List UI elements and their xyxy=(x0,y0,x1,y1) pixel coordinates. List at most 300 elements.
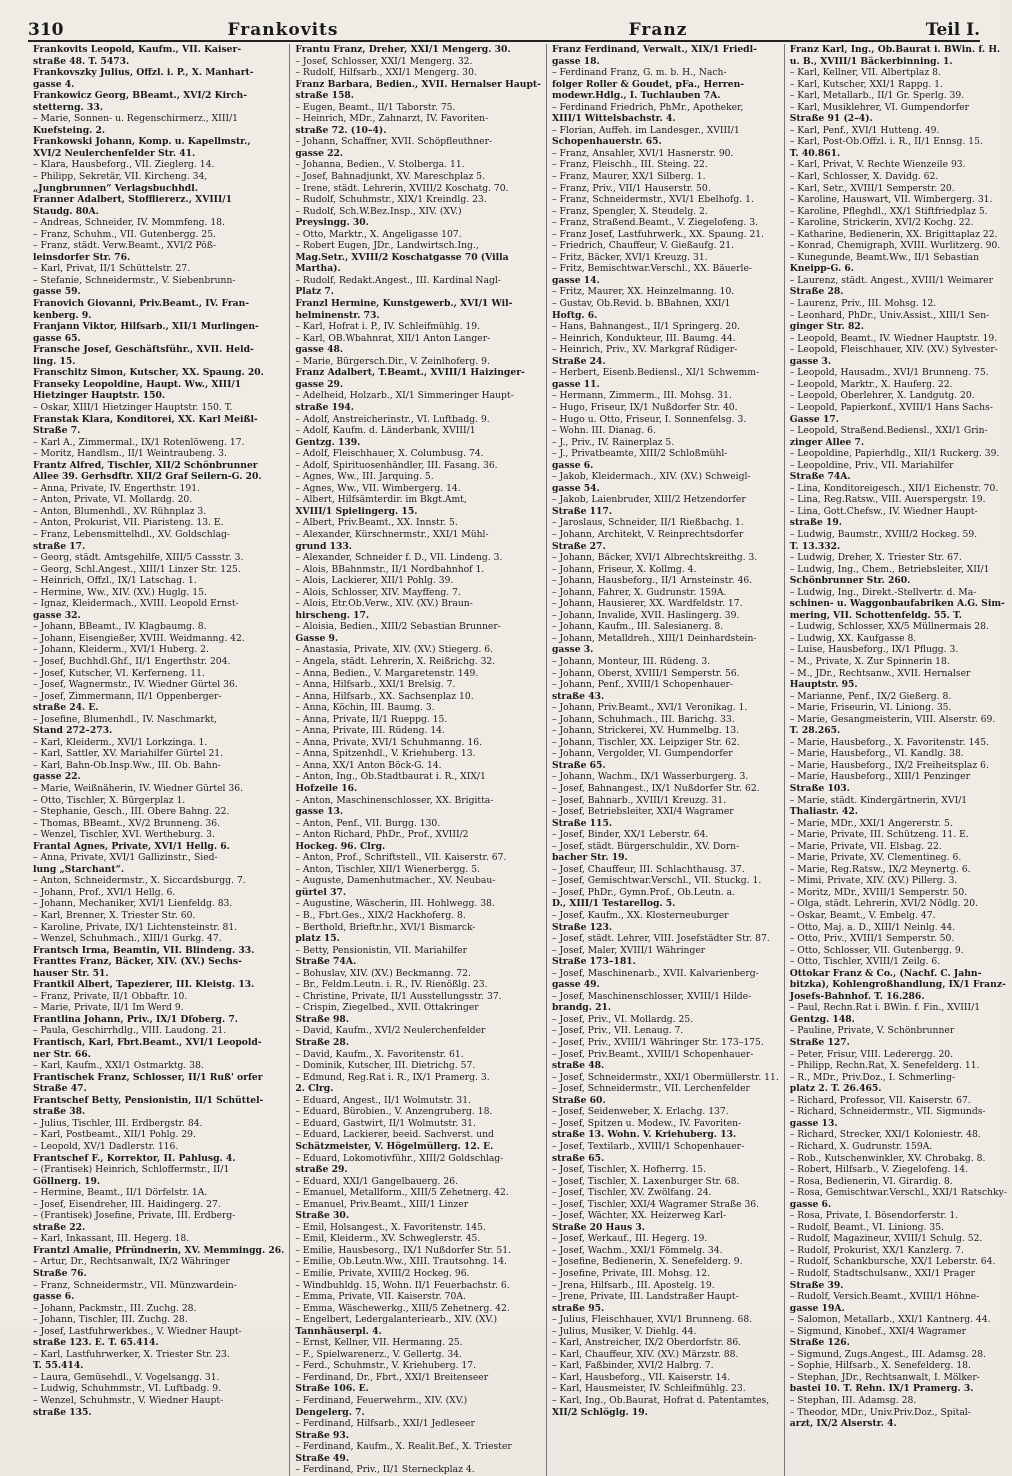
entry-line: gasse 6. xyxy=(551,459,594,471)
entry-line: – Karl, Kellner, VII. Albertplaz 8. xyxy=(789,67,941,79)
entry-line: – Josef, Schneidermstr., VII. Lerchenfelder xyxy=(551,1083,750,1095)
entry-line: zinger Allee 7. xyxy=(789,436,865,448)
entry-line: – Fritz, Maurer, XX. Heinzelmanng. 10. xyxy=(551,286,735,298)
entry-line: – M., JDr., Rechtsanw., XVII. Hernalser xyxy=(789,667,971,679)
entry-line: – Ludwig, Schuhmmstr., VI. Luftbadg. 9. xyxy=(33,1383,222,1395)
entry-line: ginger Str. 82. xyxy=(789,321,864,333)
entry-line: – Heinrich, Kondukteur, III. Baumg. 44. xyxy=(551,332,736,344)
entry-line: – Josef, Eisendreher, III. Haidingerg. 27. xyxy=(33,1198,221,1210)
entry-line: – Berthold, Brieftr.hr., XVI/1 Bismarck- xyxy=(295,921,476,933)
entry-line: – David, Kaufm., XVI/2 Neulerchenfelder xyxy=(295,1025,486,1037)
entry-line: – Marie, Gesangmeisterin, VIII. Alserstr. 69. xyxy=(789,713,996,725)
entry-line: – Josef, Seidenweber, X. Erlachg. 137. xyxy=(551,1106,729,1118)
entry-line: arzt, IX/2 Alserstr. 4. xyxy=(789,1418,897,1430)
entry-line: Frantisch, Karl, Fbrt.Beamt., XVI/1 Leopold- xyxy=(33,1037,262,1049)
entry-line: – Franz, Lebensmittelhdl., XV. Goldschlag- xyxy=(33,528,231,540)
entry-line: – Josef, Buchhdl.Ghf., II/1 Engerthstr. 204. xyxy=(33,655,231,667)
entry-line: Straße 117. xyxy=(551,505,613,517)
entry-line: Straße 103. xyxy=(789,783,850,794)
entry-line: Straße 65. xyxy=(551,759,606,771)
entry-line: – Josef, Spitzen u. Modew., IV. Favoriten- xyxy=(551,1117,742,1129)
entry-line: – Karl, Penf., XVI/1 Hutteng. 49. xyxy=(789,124,940,136)
entry-line: – Anton, Blumenhdl., XV. Rühnplaz 3. xyxy=(33,505,207,517)
page-header xyxy=(28,14,980,42)
entry-line: – M., Private, X. Zur Spinnerin 18. xyxy=(789,655,950,667)
entry-line: – Wohn. III. Dianag. 6. xyxy=(551,425,656,437)
entry-line: Hietzinger Hauptstr. 150. xyxy=(33,390,166,402)
entry-line: – Leopoldine, Papierhdlg., XII/1 Ruckerg. 39. xyxy=(789,448,1000,460)
entry-line: – Marie, Bürgersch.Dir., V. Zeinlhoferg. 9. xyxy=(295,355,490,367)
entry-line: – Alois, Lackierer, XII/1 Pohlg. 39. xyxy=(295,575,454,587)
entry-line: – Heinrich, Offzl., IX/1 Latschag. 1. xyxy=(33,575,197,587)
entry-line: mering, VII. Schottenfeldg. 55. T. xyxy=(789,609,962,621)
entry-line: – Emanuel, Metallform., XIII/5 Zehetnerg. 42. xyxy=(295,1187,509,1199)
entry-line: Staudg. 80A. xyxy=(33,205,99,217)
entry-line: – Rudolf, Prokurist, XX/1 Kanzlerg. 7. xyxy=(789,1244,964,1256)
entry-line: – Otto, Tischler, X. Bürgerplaz 1. xyxy=(33,794,186,806)
entry-line: – Karoline, Strickerin, XVI/2 Kochg. 22. xyxy=(789,217,974,229)
entry-line: Straße 49. xyxy=(295,1452,350,1464)
entry-line: Schönbrunner Str. 260. xyxy=(789,575,911,587)
entry-line: – Josef, Binder, XX/1 Leberstr. 64. xyxy=(551,829,709,841)
entry-line: Straße 93. xyxy=(295,1429,350,1441)
entry-line: – Josef, Schneidermstr., XXI/1 Obermüllerstr. 11. xyxy=(551,1071,779,1083)
entry-line: – Johann, Mechaniker, XVI/1 Lienfeldg. 83. xyxy=(33,898,233,910)
entry-line: – Josef, Kutscher, VI. Kerferneng. 11. xyxy=(33,667,205,679)
entry-line: gasse 48. xyxy=(295,344,344,356)
entry-line: Gentzg. 139. xyxy=(295,436,361,448)
entry-line: – Auguste, Damenhutmacher., XV. Neubau- xyxy=(295,875,496,887)
entry-line: – Karl, Anstreicher, IX/2 Oberdorfstr. 86. xyxy=(551,1337,742,1349)
entry-line: Thaliastr. 42. xyxy=(789,806,858,818)
entry-line: – Jakob, Laienbruder, XIII/2 Hetzendorfer xyxy=(551,494,746,506)
entry-line: gasse 32. xyxy=(33,609,81,621)
entry-line: – Ludwig, XX. Kaufgasse 8. xyxy=(789,632,917,644)
entry-line: Tannhäuserpl. 4. xyxy=(295,1325,382,1337)
entry-line: – Anna, Private, IV. Engerthstr. 191. xyxy=(33,482,200,494)
entry-line: – Adolf, Fleischhauer, X. Columbusg. 74. xyxy=(295,448,484,460)
entry-line: – Ferdinand, Hilfsarb., XXI/1 Jedleseer xyxy=(295,1418,475,1430)
entry-line: – Franz, Ansahler, XVI/1 Hasnerstr. 90. xyxy=(551,147,734,159)
entry-line: – Aloisia, Bedien., XIII/2 Sebastian Brunner- xyxy=(295,621,501,633)
entry-line: XIII/1 Wittelsbachstr. 4. xyxy=(551,113,676,125)
entry-line: straße 19. xyxy=(789,517,842,529)
entry-line: – Robert Eugen, JDr., Landwirtsch.Ing., xyxy=(295,240,479,252)
entry-line: – Ignaz, Kleidermach., XVIII. Leopold Ernst- xyxy=(33,598,239,610)
entry-line: Stand 272–273. xyxy=(33,725,113,737)
entry-line: – Jaroslaus, Schneider, II/1 Rießbachg. 1. xyxy=(551,517,744,529)
entry-line: – Anna, Private, III. Rüdeng. 14. xyxy=(295,725,445,737)
entry-line: Franz Karl, Ing., Ob.Baurat i. BWin. f. H. xyxy=(789,44,1001,55)
entry-line: – Johann, BBeamt., IV. Klagbaumg. 8. xyxy=(33,621,207,633)
entry-line: – Engelbert, Ledergalanteriearb., XIV. (XV.) xyxy=(295,1314,498,1326)
entry-line: – Emilie, Hausbesorg., IX/1 Nußdorfer Str. 51. xyxy=(295,1244,511,1256)
entry-line: gasse 3. xyxy=(789,355,832,367)
entry-line: Straße 173–181. xyxy=(551,956,636,968)
entry-line: Franner Adalbert, Stoffliererz., XVIII/1 xyxy=(33,194,232,206)
entry-line: – Marie, Sonnen- u. Regenschirmerz., XIII/1 xyxy=(33,113,239,125)
entry-line: – Johann, Packmstr., III. Zuchg. 28. xyxy=(33,1302,197,1314)
entry-line: – Josef, Werkauf., III. Hegerg. 19. xyxy=(551,1233,708,1245)
entry-line: Straße 106. E. xyxy=(295,1383,369,1395)
left-keyword: Frankovits xyxy=(227,20,339,40)
entry-line: Martha). xyxy=(295,263,341,275)
entry-line: – Rudolf, Sch.W.Bez.Insp., XIV. (XV.) xyxy=(295,205,462,217)
entry-line: – Rudolf, Versich.Beamt., XVIII/1 Höhne- xyxy=(789,1291,980,1303)
entry-line: Frankowski Johann, Komp. u. Kapellmstr., xyxy=(33,136,251,148)
entry-line: – Marie, Weißnäherin, IV. Wiedner Gürtel 36. xyxy=(33,783,243,794)
entry-line: – Karl, Kutscher, XXI/1 Rappg. 1. xyxy=(789,78,943,90)
column-3 xyxy=(547,44,785,1476)
entry-line: – Karl, Lastfuhrwerker, X. Triester Str. 23. xyxy=(33,1348,230,1360)
entry-line: – Eduard, XXI/1 Gangelbauerg. 26. xyxy=(295,1175,458,1187)
entry-line: – Josef, Maler, XVIII/1 Währinger xyxy=(551,944,706,956)
entry-line: – Josef, Tischler, XXI/4 Wagramer Straße 36. xyxy=(551,1198,760,1210)
entry-line: Franz Adalbert, T.Beamt., XVIII/1 Haizinger- xyxy=(295,367,525,379)
entry-line: – Augustine, Wäscherin, III. Hohlwegg. 38. xyxy=(295,898,495,910)
entry-line: lung „Starchant“. xyxy=(33,863,125,875)
entry-line: – Karl, Kleiderm., XVI/1 Lorkzinga. 1. xyxy=(33,736,208,748)
entry-line: – Lina, Konditoreigesch., XII/1 Eichenstr. 70. xyxy=(789,482,999,494)
entry-line: – Leopold, Papierkonf., XVIII/1 Hans Sachs- xyxy=(789,401,993,413)
entry-line: straße 38. xyxy=(33,1106,86,1118)
entry-line: – Kunegunde, Beamt.Ww., II/1 Sebastian xyxy=(789,251,980,263)
entry-line: – Adolf, Spirituosenhändler, III. Fasang. 36. xyxy=(295,459,498,471)
entry-line: gasse 18. xyxy=(551,55,600,67)
entry-line: – Marie, Reg.Ratsw., IX/2 Meynertg. 6. xyxy=(789,863,971,875)
entry-line: – Leopold, Straßend.Bediensl., XXI/1 Grin- xyxy=(789,425,988,437)
entry-line: – Anna, Hilfsarb., XXI/1 Brelsig. 7. xyxy=(295,679,456,691)
entry-line: – Bohuslav, XIV. (XV.) Beckmanng. 72. xyxy=(295,967,471,979)
entry-line: – Hermann, Zimmerm., III. Mohsg. 31. xyxy=(551,390,732,402)
entry-line: Kuefsteing. 2. xyxy=(33,124,106,136)
entry-line: – (Frantisek) Josefine, Private, III. Erdberg- xyxy=(33,1210,236,1222)
entry-line: – Johann, Strickerei, XV. Hummelbg. 13. xyxy=(551,725,740,737)
entry-line: Straße 98. xyxy=(295,1013,350,1025)
entry-line: platz 2. T. 26.465. xyxy=(789,1083,882,1095)
entry-line: Frantz Alfred, Tischler, XII/2 Schönbrunner xyxy=(33,459,258,471)
entry-line: – Leonhard, PhDr., Univ.Assist., XIII/1 Sen- xyxy=(789,309,990,321)
entry-line: – Josef, Gemischtwar.Verschl., VII. Stuckg. 1. xyxy=(551,875,762,887)
entry-line: – Marie, Hausbeforg., X. Favoritenstr. 145. xyxy=(789,736,989,748)
entry-line: – Leopold, Marktr., X. Hauferg. 22. xyxy=(789,378,953,390)
entry-line: – Ludwig, Ing., Chem., Betriebsleiter, XII/1 xyxy=(789,563,990,575)
entry-line: – Karl, Post-Ob.Offzl. i. R., II/1 Ennsg. 15. xyxy=(789,136,983,148)
entry-line: – Franz, Schuhm., VII. Gutenbergg. 25. xyxy=(33,228,216,240)
entry-line: Frantzl Amalie, Pfründnerin, XV. Memmingg. 26. xyxy=(33,1244,285,1256)
entry-line: Straße 28. xyxy=(789,286,844,298)
entry-line: ling. 15. xyxy=(33,355,76,367)
entry-line: – Heinrich, Priv., XV. Markgraf Rüdiger- xyxy=(551,344,738,356)
entry-line: – Anna, Private, II/1 Rueppg. 15. xyxy=(295,713,448,725)
entry-line: – Ernst, Kellner, VII. Hermanng. 25. xyxy=(295,1337,463,1349)
entry-line: – Laura, Gemüsehdl., V. Vogelsangg. 31. xyxy=(33,1371,220,1383)
entry-line: straße 43. xyxy=(551,690,605,702)
entry-line: – Hermine, Beamt., II/1 Dörfelstr. 1A. xyxy=(33,1187,208,1199)
entry-line: Straße 28. xyxy=(295,1037,350,1049)
entry-line: – Karl, Chauffeur, XIV. (XV.) Märzstr. 88. xyxy=(551,1348,739,1360)
column-4 xyxy=(785,44,1012,1476)
entry-line: – Karl, Privat, V. Rechte Wienzeile 93. xyxy=(789,159,966,171)
entry-line: stetterng. 33. xyxy=(33,101,103,113)
entry-line: – Josef, Wachm., XXI/1 Fömmelg. 34. xyxy=(551,1244,723,1256)
entry-line: – Dominik, Kutscher, III. Dietrichg. 57. xyxy=(295,1060,476,1072)
entry-line: – Stephan, III. Adamsg. 28. xyxy=(789,1394,917,1406)
entry-line: – Josef, Textilarb., XVIII/1 Schopenhauer- xyxy=(551,1140,745,1152)
entry-line: – Anton, Tischler, XII/1 Wienerbergg. 5. xyxy=(295,863,480,875)
entry-line: – Otto, Tischler, XVIII/1 Zeilg. 6. xyxy=(789,956,941,968)
entry-line: gasse 6. xyxy=(33,1291,75,1303)
entry-line: – Karl, Inkassant, III. Hegerg. 18. xyxy=(33,1233,190,1245)
entry-line: – Br., Feldm.Leutn. i. R., IV. Rienößlg. 23. xyxy=(295,979,488,991)
entry-line: Dengelerg. 7. xyxy=(295,1406,365,1418)
entry-line: – Emil, Kleiderm., XV. Schweglerstr. 45. xyxy=(295,1233,481,1245)
entry-line: – Anton, Schneidermstr., X. Siccardsburgg. 7. xyxy=(33,875,246,887)
entry-line: – Karl, Faßbinder, XVI/2 Halbrg. 7. xyxy=(551,1360,714,1372)
entry-line: straße 24. E. xyxy=(33,702,99,714)
entry-line: – R., MDr., Priv.Doz., I. Schmerling- xyxy=(789,1071,956,1083)
entry-line: – Eduard, Gastwirt, II/1 Wolmutstr. 31. xyxy=(295,1117,476,1129)
entry-line: – Rosa, Private, I. Bösendorferstr. 1. xyxy=(789,1210,959,1222)
entry-line: Platz 7. xyxy=(295,286,334,298)
entry-line: – Otto, Marktr., X. Angeligasse 107. xyxy=(295,228,462,240)
entry-line: – Johann, Friseur, X. Kollmg. 4. xyxy=(551,563,697,575)
entry-line: – Peter, Frisur, VIII. Lederergg. 20. xyxy=(789,1048,954,1060)
entry-line: – Karl, Postbeamt., XII/1 Pohlg. 29. xyxy=(33,1129,196,1141)
entry-line: – Josef, Priv., XVIII/1 Währinger Str. 173–175. xyxy=(551,1037,764,1049)
entry-line: – Josef, PhDr., Gymn.Prof., Ob.Leutn. a. xyxy=(551,886,736,898)
entry-line: „Jungbrunnen“ Verlagsbuchhdl. xyxy=(33,182,198,194)
entry-line: – Johann, Schuhmach., III. Barichg. 33. xyxy=(551,713,735,725)
entry-line: – Anton, Penf., VII. Burgg. 130. xyxy=(295,817,441,829)
entry-line: – Georg, Schl.Angest., XIII/1 Linzer Str. 125. xyxy=(33,563,241,575)
entry-line: gasse 54. xyxy=(551,482,600,494)
entry-line: – Alexander, Kürschnermstr., XXI/1 Mühl- xyxy=(295,528,489,540)
entry-line: – Emanuel, Priv.Beamt., XIII/1 Linzer xyxy=(295,1198,469,1210)
entry-line: – Julius, Tischler, III. Erdbergstr. 84. xyxy=(33,1117,203,1129)
entry-line: – Albert, Priv.Beamt., XX. Innstr. 5. xyxy=(295,517,458,529)
entry-line: Frantischek Franz, Schlosser, II/1 Ruß' orfer xyxy=(33,1071,263,1083)
volume-label: Teil I. xyxy=(925,20,980,40)
entry-line: gürtel 37. xyxy=(295,886,347,898)
entry-line: – Oskar, Beamt., V. Embelg. 47. xyxy=(789,910,936,922)
entry-line: – Fritz, Bäcker, XVI/1 Kreuzg. 31. xyxy=(551,251,708,263)
entry-line: Frantschef F., Korrektor, II. Pahlusg. 4. xyxy=(33,1152,236,1164)
entry-line: – Johann, Fahrer, X. Gudrunstr. 159A. xyxy=(551,586,727,598)
entry-line: – Karl, Ing., Ob.Baurat, Hofrat d. Patentamtes, xyxy=(551,1394,770,1406)
entry-line: – Josef, Tischler, XV. Zwölfang. 24. xyxy=(551,1187,712,1199)
entry-line: Frantsch Irma, Beamtin, VII. Blindeng. 33. xyxy=(33,944,255,956)
entry-line: – Emil, Holsangest., X. Favoritenstr. 145. xyxy=(295,1221,486,1233)
entry-line: straße 22. xyxy=(33,1221,86,1233)
entry-line: – Johann, Kaufm., III. Salesianerg. 8. xyxy=(551,621,724,633)
entry-line: – Franz, Maurer, XX/1 Silberg. 1. xyxy=(551,171,706,183)
entry-line: – Karl, Bahn-Ob.Insp.Ww., III. Ob. Bahn- xyxy=(33,759,221,771)
entry-line: – Marie, Private, XV. Clementineg. 6. xyxy=(789,852,962,864)
entry-line: – Ferdinand, Priv., II/1 Sterneckplaz 4. xyxy=(295,1464,475,1476)
entry-line: – Anna, Spitzenhdl., V. Kriehuberg. 13. xyxy=(295,748,476,760)
entry-line: – Alois, BBahnmstr., II/1 Nordbahnhof 1. xyxy=(295,563,485,575)
entry-line: – Otto, Maj. a. D., XIII/1 Neinlg. 44. xyxy=(789,921,956,933)
entry-line: – Sigmund, Kinobef., XXI/4 Wagramer xyxy=(789,1325,967,1337)
entry-line: Frantal Agnes, Private, XVI/1 Hellg. 6. xyxy=(33,840,230,852)
entry-line: – Marie, Hausbeforg., VI. Kandlg. 38. xyxy=(789,748,964,760)
entry-line: – Rudolf, Schuhmstr., XIX/1 Kreindlg. 23. xyxy=(295,194,487,206)
entry-line: – Leopoldine, Priv., VII. Mariahilfer xyxy=(789,459,954,471)
entry-line: – Sigmund, Zugs.Angest., III. Adamsg. 28. xyxy=(789,1348,987,1360)
entry-line: – Karoline, Private, IX/1 Lichtensteinstr. 81. xyxy=(33,921,238,933)
entry-line: – Ludwig, Dreher, X. Triester Str. 67. xyxy=(789,552,962,564)
entry-line: – Julius, Musiker, V. Diehlg. 44. xyxy=(551,1325,697,1337)
column-1 xyxy=(28,44,290,1476)
entry-line: gasse 49. xyxy=(551,979,600,991)
entry-line: – Stephan, JDr., Rechtsanwalt, I. Mölker- xyxy=(789,1371,980,1383)
entry-line: – Marie, Hausbeforg., XIII/1 Penzinger xyxy=(789,771,971,783)
entry-line: – Jrena, Hilfsarb., III. Apostelg. 19. xyxy=(551,1279,715,1291)
entry-line: T. 40.861. xyxy=(789,147,841,159)
entry-line: – Richard, Schneidermstr., VII. Sigmunds- xyxy=(789,1106,986,1118)
entry-line: – Rob., Kutschenwinkler, XV. Chrobakg. 8. xyxy=(789,1152,986,1164)
entry-line: – Josef, Zimmermann, II/1 Oppenberger- xyxy=(33,690,222,702)
entry-line: – Richard, X. Gudrunstr. 159A. xyxy=(789,1140,933,1152)
entry-line: – Anna, Köchin, III. Baumg. 3. xyxy=(295,702,435,714)
entry-line: bacher Str. 19. xyxy=(551,852,628,864)
entry-line: T. 28.265. xyxy=(789,725,841,737)
entry-line: – Marie, Private, VII. Elsbag. 22. xyxy=(789,840,942,852)
entry-line: straße 194. xyxy=(295,401,354,413)
entry-line: – Emilie, Private, XVIII/2 Hockeg. 96. xyxy=(295,1267,470,1279)
entry-line: Hoftg. 6. xyxy=(551,309,598,321)
entry-line: – Marie, Private, II/1 Im Werd 9. xyxy=(33,1002,184,1014)
entry-line: Straße 27. xyxy=(551,540,606,552)
entry-line: – Anton, Private, VI. Mollardg. 20. xyxy=(33,494,193,506)
entry-line: – F., Spielwarenerz., V. Gellertg. 34. xyxy=(295,1348,462,1360)
entry-line: – Josef, Schlosser, XXI/1 Mengerg. 32. xyxy=(295,55,473,67)
entry-line: – Christine, Private, II/1 Ausstellungsstr. 37. xyxy=(295,990,502,1002)
entry-line: – Windbuhldg. 15, Wohn. II/1 Feuerbachstr. 6. xyxy=(295,1279,510,1291)
entry-line: – Rudolf, Schankbursche, XX/1 Leberstr. 64. xyxy=(789,1256,996,1268)
entry-line: platz 15. xyxy=(295,933,340,945)
entry-line: – Hugo, Friseur, IX/1 Nußdorfer Str. 40. xyxy=(551,401,738,413)
entry-line: XVIII/1 Spielingerg. 15. xyxy=(295,505,418,517)
entry-line: – Luise, Hausbeforg., IX/1 Pflugg. 3. xyxy=(789,644,959,656)
entry-line: – Otto, Priv., XVIII/1 Semperstr. 50. xyxy=(789,933,955,945)
entry-line: – Ludwig, Ing., Direkt.-Stellvertr. d. Ma- xyxy=(789,586,977,598)
entry-line: – Karl, Privat, II/1 Schüttelstr. 27. xyxy=(33,263,191,275)
entry-line: – Jrene, Private, III. Landstraßer Haupt- xyxy=(551,1291,739,1303)
entry-line: – Betty, Pensionistin, VII. Mariahilfer xyxy=(295,944,467,956)
entry-line: – Franz, Priv., VII/1 Hauserstr. 50. xyxy=(551,182,711,194)
entry-line: folger Roller & Goudet, pFa., Herren- xyxy=(551,78,745,90)
entry-line: Straße 39. xyxy=(789,1279,844,1291)
entry-line: – Karoline, Pfleghdl., XX/1 Stiftfriedplaz 5. xyxy=(789,205,988,217)
entry-line: – Agnes, Ww., III. Jarquing. 5. xyxy=(295,471,434,483)
entry-line: – Josef, Maschinenschlosser, XVIII/1 Hilde- xyxy=(551,990,752,1002)
entry-line: XVI/2 Neulerchenfelder Str. 41. xyxy=(33,147,196,159)
entry-line: – Karl, Kaufm., XXI/1 Ostmarktg. 38. xyxy=(33,1060,204,1072)
entry-line: modewr.Hdlg., I. Tuchlauben 7A. xyxy=(551,90,721,102)
entry-line: – Josef, städt. Lehrer, VIII. Josefstädter Str. 87. xyxy=(551,933,770,945)
entry-line: – Alois, Etr.Ob.Verw., XIV. (XV.) Braun- xyxy=(295,598,473,610)
entry-line: Straße 74A. xyxy=(295,956,357,968)
entry-line: Kneipp-G. 6. xyxy=(789,263,854,275)
entry-line: – Johann, Prof., XVI/1 Hellg. 6. xyxy=(33,886,176,898)
entry-line: straße 95. xyxy=(551,1302,605,1314)
entry-line: – Anton Richard, PhDr., Prof., XVIII/2 xyxy=(295,829,469,841)
entry-line: gasse 59. xyxy=(33,286,81,298)
entry-line: – Georg, städt. Amtsgehilfe, XIII/5 Cassstr. 3. xyxy=(33,552,244,564)
entry-line: – Anna, Private, XVI/1 Gallizinstr., Sied- xyxy=(33,852,218,864)
entry-line: Straße 30. xyxy=(295,1210,350,1222)
entry-line: Gasse 9. xyxy=(295,632,339,644)
entry-line: – Marie, MDr., XXI/1 Angererstr. 5. xyxy=(789,817,953,829)
entry-line: – J., Priv., IV. Rainerplaz 5. xyxy=(551,436,675,448)
entry-line: – Franz, Schneidermstr., VII. Münzwardein- xyxy=(33,1279,237,1291)
entry-line: gasse 13. xyxy=(789,1117,838,1129)
entry-line: – Oskar, XIII/1 Hietzinger Hauptstr. 150. T. xyxy=(33,401,233,413)
entry-line: Franjann Viktor, Hilfsarb., XII/1 Murlingen- xyxy=(33,321,259,333)
entry-line: – Paul, Rechn.Rat i. BWin. f. Fin., XVIII/1 xyxy=(789,1002,981,1014)
entry-line: Franschitz Simon, Kutscher, XX. Spaung. 20. xyxy=(33,367,264,379)
entry-line: – Josefine, Blumenhdl., IV. Naschmarkt, xyxy=(33,713,217,725)
entry-line: – Eduard, Lackierer, beeid. Sachverst. und xyxy=(295,1129,494,1141)
entry-line: – Wenzel, Tischler, XVI. Wertheburg. 3. xyxy=(33,829,215,841)
entry-line: – Eduard, Bürobien., V. Anzengruberg. 18. xyxy=(295,1106,493,1118)
entry-line: bastei 10. T. Rehn. IX/1 Pramerg. 3. xyxy=(789,1383,974,1395)
entry-line: Frantkil Albert, Tapezierer, III. Kleistg. 13. xyxy=(33,979,255,991)
entry-line: 2. Clrg. xyxy=(295,1083,334,1095)
entry-line: – Karl, Brenner, X. Triester Str. 60. xyxy=(33,910,196,922)
entry-line: Preysingg. 30. xyxy=(295,217,369,229)
entry-line: – Emilie, Ob.Leutn.Ww., XIII. Trautsohng. 14. xyxy=(295,1256,507,1268)
entry-line: – Franz, Schneidermstr., XVI/1 Ebelhofg. 1. xyxy=(551,194,754,206)
entry-line: – Moritz, MDr., XVIII/1 Semperstr. 50. xyxy=(789,886,968,898)
entry-line: – Leopold, XV/1 Dadlerstr. 116. xyxy=(33,1140,179,1152)
entry-line: – J., Privatbeamte, XIII/2 Schloßmühl- xyxy=(551,448,728,460)
entry-line: – Ferdinand Franz, G. m. b. H., Nach- xyxy=(551,67,727,79)
entry-line: – Josef, Lastfuhrwerkbes., V. Wiedner Haupt- xyxy=(33,1325,242,1337)
entry-line: – Eduard, Lokomotivführ., XIII/2 Goldschlag- xyxy=(295,1152,504,1164)
entry-line: Frantschef Betty, Pensionistin, II/1 Schüttel- xyxy=(33,1094,264,1106)
entry-line: – Theodor, MDr., Univ.Priv.Doz., Spital- xyxy=(789,1406,971,1418)
entry-line: – Robert, Hilfsarb., V. Ziegelofeng. 14. xyxy=(789,1164,969,1176)
page-number: 310 xyxy=(28,20,64,40)
entry-line: – Herbert, Eisenb.Bediensl., XI/1 Schwemm- xyxy=(551,367,760,379)
entry-line: – Johann, Invalide, XVII. Haslingerg. 39. xyxy=(551,609,740,621)
entry-line: – Rudolf, Stadtschulsanw., XXI/1 Prager xyxy=(789,1267,976,1279)
entry-line: – Rosa, Gemischtwar.Verschl., XXI/1 Ratschky- xyxy=(789,1187,1007,1199)
entry-line: Straße 20 Haus 3. xyxy=(551,1221,645,1233)
entry-line: T. 55.414. xyxy=(33,1360,84,1372)
entry-line: – Eugen, Beamt., II/1 Taborstr. 75. xyxy=(295,101,456,113)
entry-line: ner Str. 66. xyxy=(33,1048,91,1060)
entry-line: hauser Str. 51. xyxy=(33,967,109,979)
entry-line: – Lina, Gott.Chefsw., IV. Wiedner Haupt- xyxy=(789,505,978,517)
entry-line: – (Frantisek) Heinrich, Schloffermstr., II/1 xyxy=(33,1164,230,1176)
entry-line: – Otto, Schlosser, VII. Gutenbergg. 9. xyxy=(789,944,964,956)
entry-line: – Karl, Metallarb., II/1 Gr. Sperlg. 39. xyxy=(789,90,965,102)
entry-line: – Johann, Hausbeforg., II/1 Arnsteinstr. 46. xyxy=(551,575,753,587)
entry-line: – Marie, Friseurin, VI. Liniong. 35. xyxy=(789,702,952,714)
entry-line: – Anna, XX/1 Anton Böck-G. 14. xyxy=(295,759,442,771)
entry-line: hirscheng. 17. xyxy=(295,609,370,621)
entry-line: gasse 6. xyxy=(789,1198,832,1210)
entry-line: u. B., XVIII/1 Bäckerbinning. 1. xyxy=(789,55,953,67)
entry-line: – Katharine, Bedienerin, XX. Brigittaplaz 22. xyxy=(789,228,998,240)
right-keyword: Franz xyxy=(628,20,688,40)
entry-line: Gentzg. 148. xyxy=(789,1013,855,1025)
entry-line: – Gustav, Ob.Revid. b. BBahnen, XXI/1 xyxy=(551,298,731,310)
